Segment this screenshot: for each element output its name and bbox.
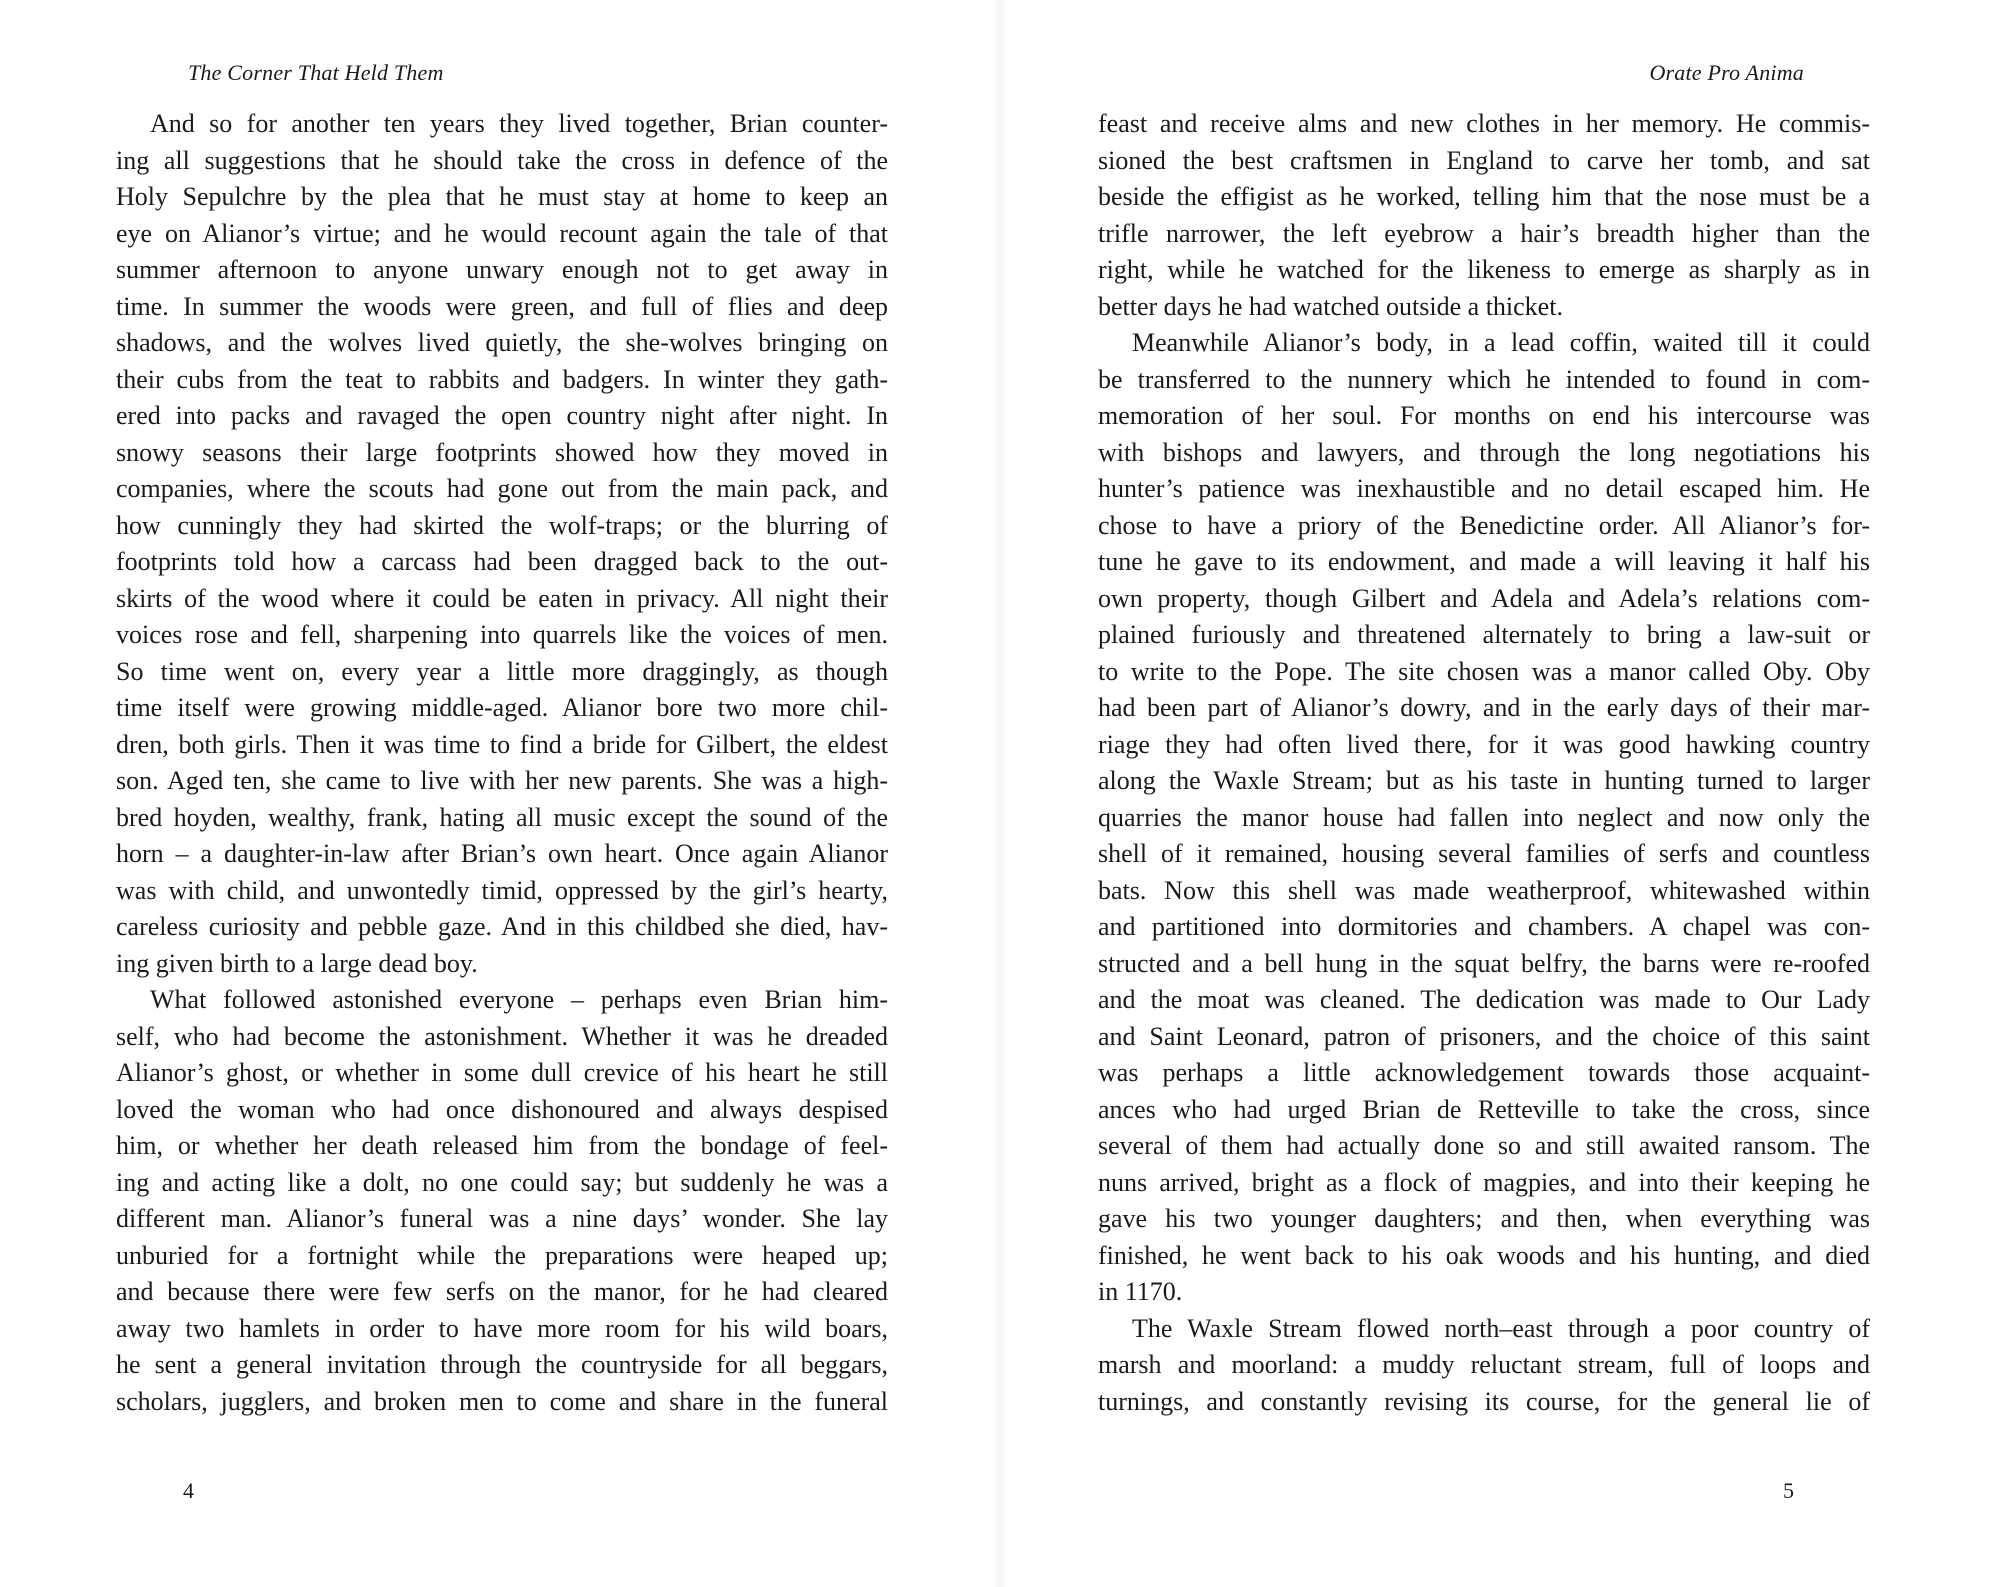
running-head-right: Orate Pro Anima — [1649, 60, 1804, 85]
text-line: voices rose and fell, sharpening into quarrels like the voices of men. — [116, 620, 888, 649]
text-line: and Saint Leonard, patron of prisoners, and the choice of this saint — [1098, 1021, 1870, 1051]
text-line: What followed astonished everyone – perhaps even Brian him- — [150, 985, 888, 1014]
text-line: Meanwhile Alianor’s body, in a lead coffin, waited till it could — [1132, 328, 1870, 357]
text-line: ing all suggestions that he should take the cross in defence of the — [116, 145, 888, 175]
text-line: dren, both girls. Then it was time to find a bride for Gilbert, the eldest — [116, 729, 888, 759]
text-line: ered into packs and ravaged the open country night after night. In — [116, 401, 888, 430]
text-line: scholars, jugglers, and broken men to come and share in the funeral — [116, 1386, 888, 1416]
text-line: feast and receive alms and new clothes in her memory. He commis- — [1098, 109, 1870, 138]
text-line: careless curiosity and pebble gaze. And in this childbed she died, hav- — [116, 912, 888, 941]
text-line: several of them had actually done so and still awaited ransom. The — [1098, 1131, 1870, 1160]
text-line: he sent a general invitation through the countryside for all beggars, — [116, 1350, 888, 1379]
text-line: and partitioned into dormitories and chambers. A chapel was con- — [1098, 912, 1870, 941]
text-line: better days he had watched outside a thicket. — [1098, 291, 1563, 321]
text-line: with bishops and lawyers, and through the long negotiations his — [1098, 437, 1870, 467]
text-line: hunter’s patience was inexhaustible and no detail escaped him. He — [1098, 474, 1870, 503]
text-line: loved the woman who had once dishonoured and always despised — [116, 1094, 888, 1124]
text-line: away two hamlets in order to have more room for his wild boars, — [116, 1313, 888, 1343]
text-line: memoration of her soul. For months on end his intercourse was — [1098, 401, 1870, 430]
text-line: marsh and moorland: a muddy reluctant stream, full of loops and — [1098, 1350, 1870, 1379]
text-line: Alianor’s ghost, or whether in some dull crevice of his heart he still — [116, 1058, 888, 1087]
text-line: shell of it remained, housing several families of serfs and countless — [1098, 839, 1870, 868]
text-line: chose to have a priory of the Benedictine order. All Alianor’s for- — [1098, 510, 1870, 540]
text-line: him, or whether her death released him from the bondage of feel- — [116, 1131, 888, 1160]
text-line: horn – a daughter-in-law after Brian’s own heart. Once again Alianor — [116, 839, 888, 868]
text-line: beside the effigist as he worked, telling him that the nose must be a — [1098, 182, 1870, 211]
text-line: to write to the Pope. The site chosen was a manor called Oby. Oby — [1098, 656, 1870, 686]
text-line: along the Waxle Stream; but as his taste in hunting turned to larger — [1098, 766, 1870, 795]
text-line: footprints told how a carcass had been dragged back to the out- — [116, 547, 888, 576]
right-page-text — [1098, 106, 1870, 1420]
text-line: quarries the manor house had fallen into neglect and now only the — [1098, 802, 1870, 832]
text-line: Holy Sepulchre by the plea that he must stay at home to keep an — [116, 182, 888, 211]
text-line: their cubs from the teat to rabbits and badgers. In winter they gath- — [116, 364, 888, 394]
text-line: ing and acting like a dolt, no one could say; but suddenly he was a — [116, 1167, 888, 1197]
text-line: companies, where the scouts had gone out from the main pack, and — [116, 474, 888, 503]
text-line: nuns arrived, bright as a flock of magpies, and into their keeping he — [1098, 1167, 1870, 1197]
text-line: son. Aged ten, she came to live with her new parents. She was a high- — [116, 766, 888, 795]
text-line: right, while he watched for the likeness to emerge as sharply as in — [1098, 255, 1870, 284]
text-line: eye on Alianor’s virtue; and he would recount again the tale of that — [116, 218, 888, 248]
text-line: had been part of Alianor’s dowry, and in the early days of their mar- — [1098, 693, 1870, 722]
text-line: riage they had often lived there, for it was good hawking country — [1098, 729, 1870, 759]
text-line: skirts of the wood where it could be eaten in privacy. All night their — [116, 583, 888, 613]
text-line: shadows, and the wolves lived quietly, the she-wolves bringing on — [116, 328, 888, 357]
text-line: was with child, and unwontedly timid, oppressed by the girl’s hearty, — [116, 875, 888, 905]
text-line: And so for another ten years they lived together, Brian counter- — [150, 109, 888, 138]
text-line: sioned the best craftsmen in England to carve her tomb, and sat — [1098, 145, 1870, 175]
text-line: bred hoyden, wealthy, frank, hating all music except the sound of the — [116, 802, 888, 832]
text-line: time itself were growing middle-aged. Alianor bore two more chil- — [116, 693, 888, 722]
text-line: and the moat was cleaned. The dedication was made to Our Lady — [1098, 985, 1870, 1014]
text-line: and because there were few serfs on the manor, for he had cleared — [116, 1277, 888, 1306]
text-line: summer afternoon to anyone unwary enough not to get away in — [116, 255, 888, 284]
text-line: time. In summer the woods were green, and full of flies and deep — [116, 291, 888, 321]
text-line: So time went on, every year a little more draggingly, as though — [116, 656, 888, 686]
left-page-text — [116, 106, 888, 1420]
text-line: unburied for a fortnight while the preparations were heaped up; — [116, 1240, 888, 1270]
page-number-right: 5 — [1783, 1478, 1794, 1503]
text-line: self, who had become the astonishment. Whether it was he dreaded — [116, 1021, 888, 1051]
text-line: structed and a bell hung in the squat belfry, the barns were re-roofed — [1098, 948, 1870, 978]
text-line: in 1170. — [1098, 1277, 1183, 1306]
text-line: trifle narrower, the left eyebrow a hair’s breadth higher than the — [1098, 218, 1870, 248]
text-line: plained furiously and threatened alternately to bring a law-suit or — [1098, 620, 1870, 649]
right-page — [1000, 0, 2000, 1587]
text-line: bats. Now this shell was made weatherproof, whitewashed within — [1098, 875, 1870, 905]
text-line: The Waxle Stream flowed north–east through a poor country of — [1132, 1313, 1870, 1343]
text-line: finished, he went back to his oak woods and his hunting, and died — [1098, 1240, 1870, 1270]
text-line: turnings, and constantly revising its course, for the general lie of — [1098, 1386, 1870, 1416]
text-line: own property, though Gilbert and Adela and Adela’s relations com- — [1098, 583, 1870, 613]
text-line: be transferred to the nunnery which he intended to found in com- — [1098, 364, 1870, 394]
text-line: snowy seasons their large footprints showed how they moved in — [116, 437, 888, 467]
page-number-left: 4 — [183, 1478, 194, 1503]
text-line: ing given birth to a large dead boy. — [116, 948, 478, 978]
text-line: ances who had urged Brian de Retteville to take the cross, since — [1098, 1094, 1870, 1124]
text-line: how cunningly they had skirted the wolf-traps; or the blurring of — [116, 510, 888, 540]
text-line: tune he gave to its endowment, and made a will leaving it half his — [1098, 547, 1870, 576]
text-line: was perhaps a little acknowledgement towards those acquaint- — [1098, 1058, 1870, 1087]
running-head-left: The Corner That Held Them — [188, 60, 444, 85]
text-line: gave his two younger daughters; and then, when everything was — [1098, 1204, 1870, 1233]
text-line: different man. Alianor’s funeral was a nine days’ wonder. She lay — [116, 1204, 888, 1233]
